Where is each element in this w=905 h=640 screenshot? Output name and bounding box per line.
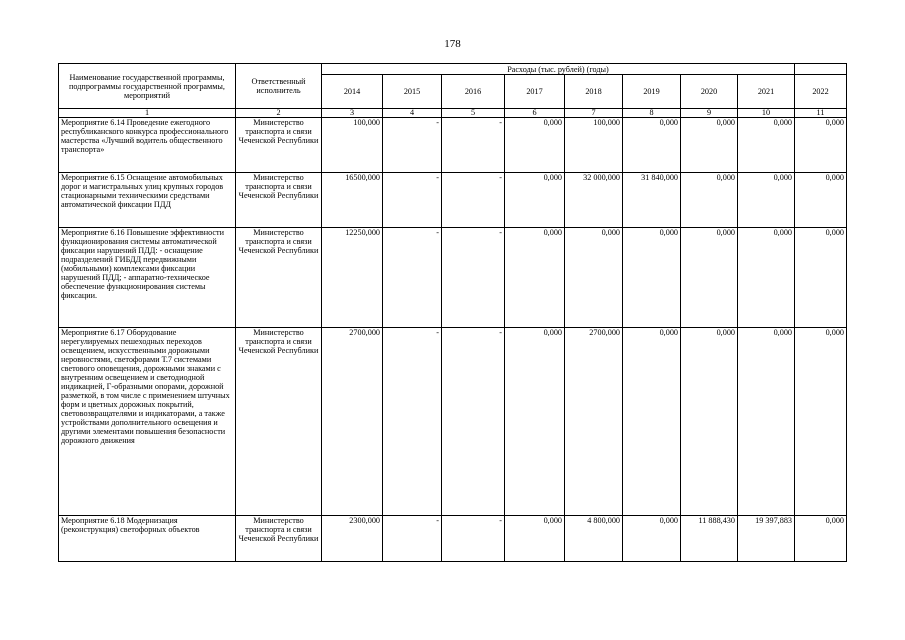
column-index: 2	[236, 109, 322, 118]
value-cell: 0,000	[505, 516, 565, 562]
activity-name: Мероприятие 6.14 Проведение ежегодного республиканского конкурса профессионального мастерства «Лучший водитель общественного транспорта»	[59, 118, 236, 173]
value-cell: 0,000	[681, 228, 738, 328]
header-year: 2014	[322, 75, 383, 109]
value-cell: 2700,000	[565, 328, 623, 516]
column-index: 1	[59, 109, 236, 118]
value-cell: 0,000	[795, 173, 847, 228]
value-cell: 0,000	[681, 173, 738, 228]
table-row	[59, 173, 847, 228]
value-cell: 2300,000	[322, 516, 383, 562]
activity-name: Мероприятие 6.17 Оборудование нерегулируемых пешеходных переходов освещением, искусственными дорожными неровностями, светофорами Т.7 системами светового оповещения, дорожными знаками с внутренним освещением и светодиодной индикацией, Г-образными опорами, дорожной разметкой, в том числе с применением штучных форм и цветных дорожных покрытий, световозвращателями и индикаторами, а также устройствами дополнительного освещения и другими элементами повышения безопасности дорожного движения	[59, 328, 236, 516]
table-row	[59, 516, 847, 562]
executor: Министерство транспорта и связи Чеченской Республики	[236, 228, 322, 328]
executor: Министерство транспорта и связи Чеченской Республики	[236, 173, 322, 228]
page-number: 178	[444, 38, 461, 50]
executor: Министерство транспорта и связи Чеченской Республики	[236, 328, 322, 516]
value-cell: -	[383, 173, 442, 228]
header-empty-cell	[795, 64, 847, 75]
value-cell: 4 800,000	[565, 516, 623, 562]
header-name: Наименование государственной программы, подпрограммы государственной программы, мероприятий	[59, 64, 236, 109]
header-year: 2017	[505, 75, 565, 109]
value-cell: 100,000	[565, 118, 623, 173]
header-year: 2022	[795, 75, 847, 109]
executor: Министерство транспорта и связи Чеченской Республики	[236, 516, 322, 562]
value-cell: 0,000	[505, 328, 565, 516]
value-cell: 0,000	[623, 228, 681, 328]
header-expenses: Расходы (тыс. рублей) (годы)	[322, 64, 795, 75]
value-cell: 0,000	[738, 118, 795, 173]
value-cell: 11 888,430	[681, 516, 738, 562]
value-cell: -	[383, 118, 442, 173]
value-cell: 0,000	[505, 118, 565, 173]
header-row-top	[59, 64, 847, 75]
value-cell: 0,000	[565, 228, 623, 328]
value-cell: -	[442, 328, 505, 516]
column-index: 10	[738, 109, 795, 118]
value-cell: 100,000	[322, 118, 383, 173]
value-cell: -	[442, 118, 505, 173]
column-index: 6	[505, 109, 565, 118]
column-index: 7	[565, 109, 623, 118]
column-index: 5	[442, 109, 505, 118]
header-year: 2018	[565, 75, 623, 109]
column-index: 8	[623, 109, 681, 118]
value-cell: -	[442, 228, 505, 328]
column-index: 11	[795, 109, 847, 118]
value-cell: 0,000	[795, 228, 847, 328]
column-index-row	[59, 109, 847, 118]
value-cell: 12250,000	[322, 228, 383, 328]
column-index: 3	[322, 109, 383, 118]
column-index: 4	[383, 109, 442, 118]
activity-name: Мероприятие 6.16 Повышение эффективности функционирования системы автоматической фиксации нарушений ПДД: - оснащение подразделений ГИБДД передвижными (мобильными) комплексами фиксации нарушений ПДД; - аппаратно-техническое обеспечение функционирования системы фиксации.	[59, 228, 236, 328]
header-year: 2020	[681, 75, 738, 109]
table-row	[59, 228, 847, 328]
value-cell: 16500,000	[322, 173, 383, 228]
value-cell: 0,000	[505, 173, 565, 228]
budget-table	[58, 63, 847, 562]
table-row	[59, 328, 847, 516]
header-year: 2021	[738, 75, 795, 109]
value-cell: -	[383, 516, 442, 562]
value-cell: -	[442, 173, 505, 228]
value-cell: 32 000,000	[565, 173, 623, 228]
value-cell: 0,000	[505, 228, 565, 328]
value-cell: -	[442, 516, 505, 562]
column-index: 9	[681, 109, 738, 118]
value-cell: 0,000	[795, 328, 847, 516]
value-cell: -	[383, 328, 442, 516]
executor: Министерство транспорта и связи Чеченской Республики	[236, 118, 322, 173]
value-cell: 0,000	[795, 118, 847, 173]
header-executor: Ответственный исполнитель	[236, 64, 322, 109]
table-row	[59, 118, 847, 173]
value-cell: 0,000	[623, 516, 681, 562]
header-year: 2019	[623, 75, 681, 109]
value-cell: 0,000	[623, 328, 681, 516]
value-cell: 0,000	[738, 173, 795, 228]
header-year: 2016	[442, 75, 505, 109]
value-cell: 0,000	[795, 516, 847, 562]
activity-name: Мероприятие 6.15 Оснащение автомобильных дорог и магистральных улиц крупных городов стационарными техническими средствами автоматической фиксации ПДД	[59, 173, 236, 228]
value-cell: 0,000	[681, 118, 738, 173]
value-cell: 31 840,000	[623, 173, 681, 228]
value-cell: -	[383, 228, 442, 328]
header-year: 2015	[383, 75, 442, 109]
value-cell: 0,000	[738, 228, 795, 328]
activity-name: Мероприятие 6.18 Модернизация (реконструкция) светофорных объектов	[59, 516, 236, 562]
value-cell: 0,000	[681, 328, 738, 516]
value-cell: 2700,000	[322, 328, 383, 516]
value-cell: 0,000	[738, 328, 795, 516]
value-cell: 19 397,883	[738, 516, 795, 562]
value-cell: 0,000	[623, 118, 681, 173]
